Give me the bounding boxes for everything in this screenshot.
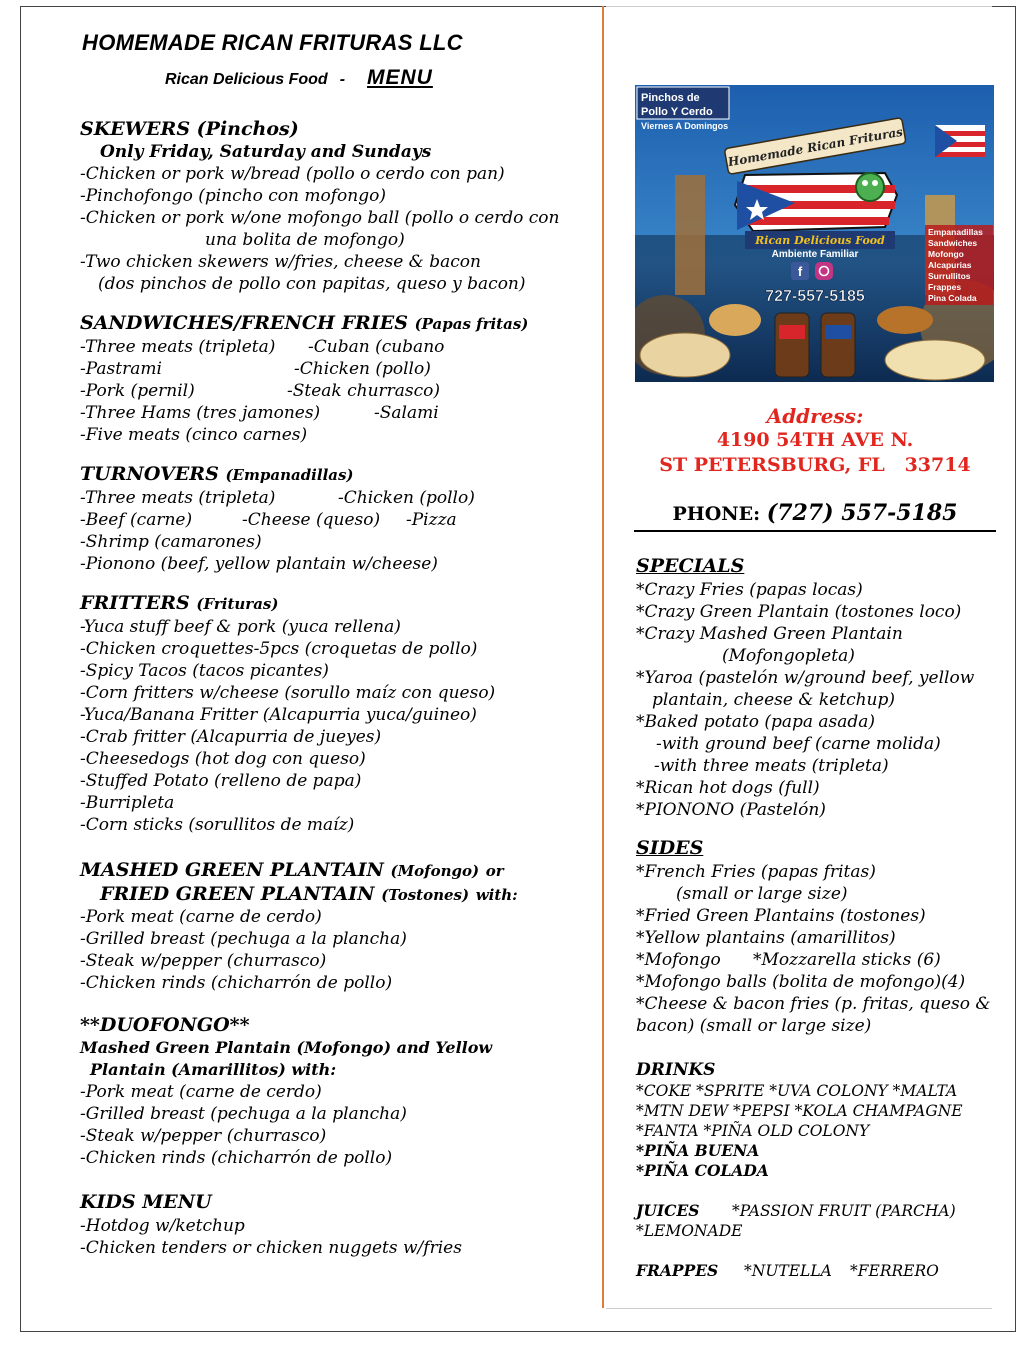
list-item: *Rican hot dogs (full) (636, 778, 820, 798)
section-fritters (80, 590, 600, 836)
address-city: ST PETERSBURG, FL (659, 454, 885, 476)
skewers-note: Only Friday, Saturday and Sundays (100, 142, 432, 162)
section-mofongo (80, 858, 600, 994)
spacer (80, 836, 600, 858)
section-title: SIDES (636, 837, 704, 859)
list-item: -Pastrami (80, 359, 162, 379)
flyer-banner-line1: Pinchos de (641, 92, 700, 104)
list-item: *Fried Green Plantains (tostones) (636, 906, 926, 926)
spacer (80, 446, 600, 461)
subtitle-dash: - (339, 71, 346, 88)
list-item: -Salami (374, 403, 439, 423)
flyer-side-item: Empanadillas (928, 227, 983, 237)
list-item: *French Fries (papas fritas) (636, 862, 876, 882)
spacer (636, 1181, 1006, 1201)
address-block (640, 404, 990, 478)
flyer-side-item: Sandwiches (928, 238, 978, 248)
left-column (80, 116, 600, 1259)
subtitle-text: Rican Delicious Food (165, 71, 328, 88)
section-title: SPECIALS (636, 555, 745, 577)
list-item: (dos pinchos de pollo con papitas, queso y bacon) (98, 274, 526, 294)
flyer-side-item: Surrullitos (928, 271, 971, 281)
flyer-side-item: Frappes (928, 282, 962, 292)
list-item: *Crazy Mashed Green Plantain (636, 624, 903, 644)
list-item: -Crab fritter (Alcapurria de jueyes) (80, 727, 382, 747)
section-juices (636, 1201, 1006, 1241)
list-item: -Three Hams (tres jamones) (80, 403, 321, 423)
list-item: *LEMONADE (636, 1222, 743, 1240)
duofongo-desc: Mashed Green Plantain (Mofongo) and Yellow (80, 1038, 493, 1057)
list-row (636, 1201, 1006, 1221)
list-item: -Pork meat (carne de cerdo) (80, 1082, 322, 1102)
list-item: -with ground beef (carne molida) (656, 734, 941, 754)
list-item: -Chicken tenders or chicken nuggets w/fries (80, 1238, 462, 1258)
list-item: -Steak w/pepper (churrasco) (80, 951, 327, 971)
list-item: -Corn fritters w/cheese (sorullo maíz con queso) (80, 683, 496, 703)
list-item: -Cheese (queso) (242, 510, 381, 530)
flyer-banner-line2: Pollo Y Cerdo (641, 106, 713, 118)
list-item: -Three meats (tripleta) (80, 488, 276, 508)
flyer-phone: 727-557-5185 (765, 288, 865, 305)
menu-subtitle (165, 66, 433, 90)
section-title (80, 858, 600, 882)
flyer-side-item: Alcapurias (928, 260, 972, 270)
phone-label: PHONE: (672, 503, 761, 525)
list-item: (Mofongopleta) (722, 646, 855, 666)
list-row (80, 424, 600, 446)
list-item: (small or large size) (676, 884, 848, 904)
list-row (80, 509, 600, 531)
list-item: -Chicken rinds (chicharrón de pollo) (80, 1148, 393, 1168)
list-item: *PIÑA COLADA (636, 1161, 769, 1180)
section-title: DRINKS (636, 1060, 716, 1080)
flyer-tagline: Rican Delicious Food (755, 234, 885, 247)
list-item: -Spicy Tacos (tacos picantes) (80, 661, 329, 681)
spacer (80, 1169, 600, 1189)
list-item: -Grilled breast (pechuga a la plancha) (80, 929, 407, 949)
section-title-sub: (Frituras) (196, 595, 279, 613)
list-item: *Mozzarella sticks (6) (753, 950, 941, 970)
list-item: -Shrimp (camarones) (80, 532, 262, 552)
section-title-sub: (Mofongo) (390, 862, 480, 880)
list-item: -Pinchofongo (pincho con mofongo) (80, 186, 386, 206)
list-item: *Cheese & bacon fries (p. fritas, queso & (636, 994, 991, 1014)
menu-word: MENU (367, 66, 433, 89)
list-item: -Chicken or pork w/one mofongo ball (pollo o cerdo con (80, 208, 560, 228)
list-item: -Chicken or pork w/bread (pollo o cerdo con pan) (80, 164, 505, 184)
column-divider (602, 6, 604, 1308)
list-item: -Five meats (cinco carnes) (80, 425, 308, 445)
bottom-rule (606, 1308, 992, 1309)
section-title-sub: (Papas fritas) (414, 315, 529, 333)
menu-title: HOMEMADE RICAN FRITURAS LLC (82, 30, 463, 55)
address-line2 (640, 453, 990, 478)
section-title: KIDS MENU (80, 1191, 212, 1213)
list-item: *Yaroa (pastelón w/ground beef, yellow (636, 668, 975, 688)
section-title: JUICES (636, 1201, 700, 1220)
list-item: -Chicken croquettes-5pcs (croquetas de pollo) (80, 639, 478, 659)
section-title (80, 310, 600, 336)
list-item: -Pizza (406, 510, 457, 530)
list-row (80, 380, 600, 402)
list-item: -Grilled breast (pechuga a la plancha) (80, 1104, 407, 1124)
list-item: -Chicken (pollo) (338, 488, 475, 508)
restaurant-flyer-image (635, 85, 994, 382)
section-skewers (80, 116, 600, 295)
list-item: bacon) (small or large size) (636, 1016, 872, 1036)
list-item: -Three meats (tripleta) (80, 337, 276, 357)
list-row (80, 336, 600, 358)
list-item: -Beef (carne) (80, 510, 193, 530)
section-drinks (636, 1059, 1006, 1181)
list-row (636, 1261, 1006, 1281)
list-item: -Chicken rinds (chicharrón de pollo) (80, 973, 393, 993)
list-item: -Yuca/Banana Fritter (Alcapurria yuca/guineo) (80, 705, 477, 725)
svg-text:f: f (797, 264, 803, 279)
section-title-or: or (485, 862, 504, 880)
list-item: *FANTA *PIÑA OLD COLONY (636, 1122, 870, 1140)
list-item: -Cuban (cubano (308, 337, 445, 357)
spacer (636, 1241, 1006, 1261)
section-title-text: FRIED GREEN PLANTAIN (100, 883, 375, 905)
list-item: -Pork meat (carne de cerdo) (80, 907, 322, 927)
list-item: *Crazy Fries (papas locas) (636, 580, 863, 600)
phone-number: (727) 557-5185 (766, 500, 958, 526)
list-item: -Pork (pernil) (80, 381, 195, 401)
list-item: *Mofongo (636, 950, 721, 970)
list-item: *NUTELLA (744, 1262, 832, 1280)
section-title-2 (80, 882, 600, 906)
section-title: **DUOFONGO** (80, 1014, 250, 1036)
list-item: *PIÑA BUENA (636, 1141, 760, 1160)
section-title-text: MASHED GREEN PLANTAIN (80, 859, 384, 881)
list-item: -Piononо (beef, yellow plantain w/cheese) (80, 554, 438, 574)
list-row (80, 358, 600, 380)
spacer (80, 575, 600, 590)
list-item: plantain, cheese & ketchup) (652, 690, 896, 710)
section-sides (636, 835, 1006, 1037)
flyer-side-item: Mofongo (928, 249, 964, 259)
list-item: *MTN DEW *PEPSI *KOLA CHAMPAGNE (636, 1102, 963, 1120)
section-title: SKEWERS (Pinchos) (80, 118, 299, 140)
flyer-side-item: Pina Colada (928, 293, 977, 303)
list-item: *FERRERO (850, 1262, 939, 1280)
list-row (80, 487, 600, 509)
section-duofongo (80, 1013, 600, 1169)
list-item: -with three meats (tripleta) (654, 756, 889, 776)
list-item: -Cheesedogs (hot dog con queso) (80, 749, 366, 769)
section-title-text: TURNOVERS (80, 463, 219, 485)
section-kids (80, 1189, 600, 1259)
list-item: *PASSION FRUIT (PARCHA) (732, 1202, 956, 1220)
list-item: -Two chicken skewers w/fries, cheese & bacon (80, 252, 481, 272)
section-turnovers (80, 461, 600, 575)
address-line1: 4190 54TH AVE N. (716, 429, 914, 451)
list-item: -Yuca stuff beef & pork (yuca rellena) (80, 617, 401, 637)
section-title-text: FRITTERS (80, 592, 190, 614)
address-zip: 33714 (904, 454, 971, 476)
section-title-sub: (Tostones) (381, 886, 470, 904)
list-item: *Mofongo balls (bolita de mofongo)(4) (636, 972, 966, 992)
instagram-icon (815, 262, 833, 280)
phone-block (634, 500, 996, 532)
list-item: *PIONONO (Pastelón) (636, 800, 826, 820)
section-frappes (636, 1261, 1006, 1281)
section-title-sub: (Empanadillas) (225, 466, 354, 484)
list-item: -Steak w/pepper (churrasco) (80, 1126, 327, 1146)
flyer-banner-days: Viernes A Domingos (641, 121, 729, 131)
spacer (80, 994, 600, 1013)
list-item: -Stuffed Potato (relleno de papa) (80, 771, 362, 791)
list-row (636, 949, 1006, 971)
flyer-brand: Homemade Rican Frituras (726, 124, 904, 170)
list-item: *Yellow plantains (amarillitos) (636, 928, 896, 948)
section-title-text: SANDWICHES/FRENCH FRIES (80, 312, 408, 334)
list-item: -Corn sticks (sorullitos de maíz) (80, 815, 355, 835)
address-label: Address: (766, 404, 864, 428)
section-title (80, 590, 600, 616)
section-title: FRAPPES (636, 1261, 719, 1280)
list-item: *Crazy Green Plantain (tostones loco) (636, 602, 962, 622)
spacer (636, 1037, 1006, 1059)
spacer (80, 295, 600, 310)
flyer-ambiente: Ambiente Familiar (771, 249, 859, 260)
list-item: *Baked potato (papa asada) (636, 712, 876, 732)
list-item: -Steak churrasco) (287, 381, 441, 401)
list-item: -Chicken (pollo) (294, 359, 431, 379)
list-item: -Hotdog w/ketchup (80, 1216, 245, 1236)
list-item: *COKE *SPRITE *UVA COLONY *MALTA (636, 1082, 958, 1100)
list-item: una bolita de mofongo) (205, 230, 405, 250)
list-item: -Burripleta (80, 793, 175, 813)
list-row (80, 402, 600, 424)
duofongo-desc: Plantain (Amarillitos) with: (90, 1060, 337, 1079)
section-specials (636, 553, 1006, 821)
top-rule (606, 6, 992, 7)
section-title-with: with: (475, 886, 518, 904)
section-sandwiches (80, 310, 600, 446)
spacer (636, 821, 1006, 835)
section-title (80, 461, 600, 487)
right-column (636, 553, 1006, 1281)
